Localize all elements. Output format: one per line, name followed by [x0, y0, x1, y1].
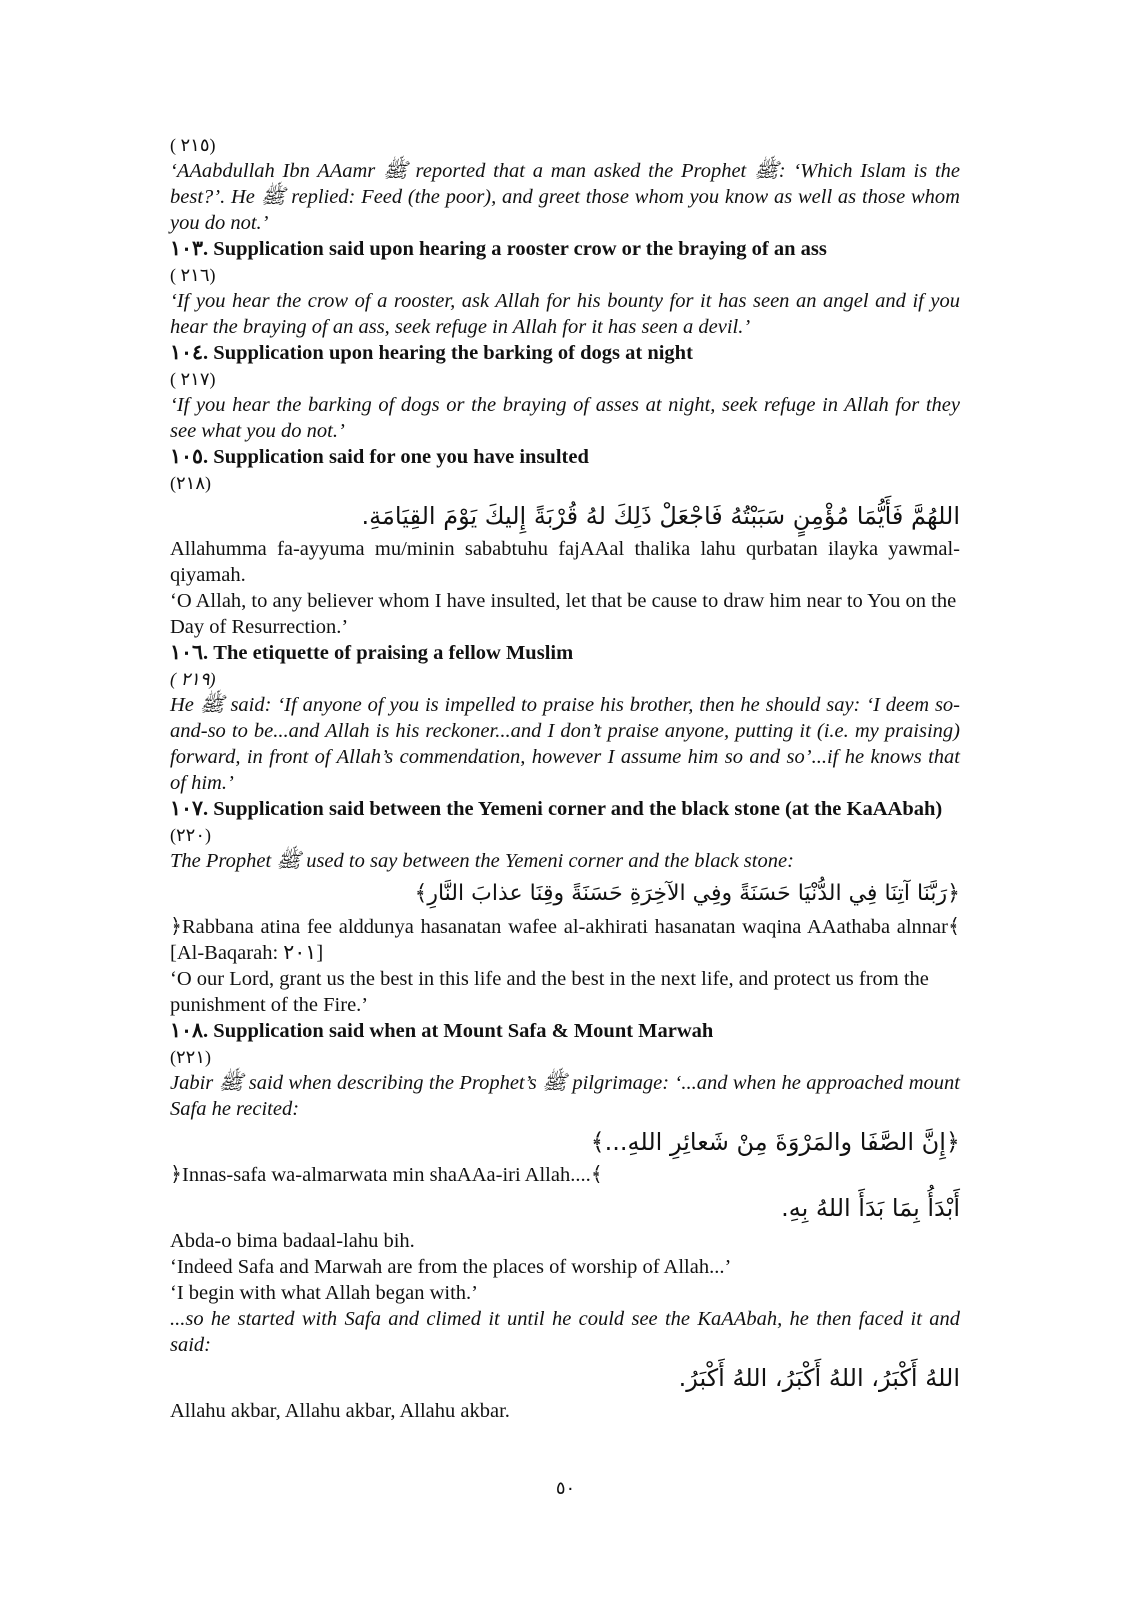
- transliteration-221a: ﴿Innas-safa wa-almarwata min shaAAa-iri Allah....﴾: [170, 1164, 603, 1186]
- transliteration-220: ﴿Rabbana atina fee alddunya hasanatan wafee al-akhirati hasanatan waqina AAathaba alnnar﴾ [Al-Baqarah: ٢٠١]: [170, 916, 960, 964]
- translation-218: ‘O Allah, to any believer whom I have insulted, let that be cause to draw him near to You on the Day of Resurrection.’: [170, 590, 957, 638]
- arabic-text-218: اللهُمَّ فَأَيُّمَا مُؤْمِنٍ سَبَبْتُهُ فَاجْعَلْ ذَلِكَ لهُ قُرْبَةً إِليكَ يَوْمَ القِيَامَةِ.: [361, 502, 960, 530]
- section-heading-103: ١٠٣. Supplication said upon hearing a rooster crow or the braying of an ass: [170, 238, 827, 260]
- section-heading-107: ١٠٧. Supplication said between the Yemeni corner and the black stone (at the KaAAbah): [170, 798, 943, 820]
- hadith-ref-217: ( ٢١٧): [170, 369, 216, 389]
- hadith-text-221: Jabir ﷺ said when describing the Prophet’s ﷺ pilgrimage: ‘...and when he approached mount Safa he recited:: [170, 1072, 960, 1120]
- hadith-text-221c: ...so he started with Safa and climed it until he could see the KaAAbah, he then faced it and said:: [170, 1308, 960, 1356]
- translation-221b: ‘I begin with what Allah began with.’: [170, 1282, 479, 1304]
- hadith-ref-220: (٢٢٠): [170, 825, 212, 845]
- section-heading-105: ١٠٥. Supplication said for one you have insulted: [170, 446, 589, 468]
- arabic-text-221b: أَبْدَأُ بِمَا بَدَأَ اللهُ بِهِ.: [781, 1194, 960, 1222]
- section-heading-106: ١٠٦. The etiquette of praising a fellow Muslim: [170, 642, 574, 664]
- hadith-text-215: ‘AAabdullah Ibn AAamr ﷺ reported that a man asked the Prophet ﷺ: ‘Which Islam is the best?’. He ﷺ replied: Feed (the poor), and greet those whom you know as well as those whom you do not.’: [170, 160, 961, 234]
- arabic-text-221c: اللهُ أَكْبَرُ، اللهُ أَكْبَرُ، اللهُ أَكْبَرُ.: [678, 1364, 960, 1392]
- arabic-text-220: ﴿رَبَّنَا آتِنَا فِي الدُّنْيَا حَسَنَةً وفِي الآخِرَةِ حَسَنَةً وقِنَا عذابَ النَّارِ﴾: [414, 881, 960, 906]
- document-page: [170, 132, 960, 1424]
- transliteration-221b: Abda-o bima badaal-lahu bih.: [170, 1230, 415, 1252]
- transliteration-221c: Allahu akbar, Allahu akbar, Allahu akbar.: [170, 1400, 510, 1422]
- page-number: ٥٠: [555, 1478, 576, 1499]
- arabic-text-221a: ﴿إِنَّ الصَّفَا والمَرْوَةَ مِنْ شَعائِرِ اللهِ...﴾: [590, 1128, 960, 1156]
- hadith-ref-216: ( ٢١٦): [170, 265, 216, 285]
- hadith-ref-215: ( ٢١٥): [170, 135, 216, 155]
- hadith-text-219: He ﷺ said: ‘If anyone of you is impelled to praise his brother, then he should say: ‘I deem so-and-so to be...and Allah is his reckoner...and I don’t praise anyone, putting it (i.e. my praising) forward, in front of Allah’s commendation, however I assume him so and so’...if he knows that of him.’: [170, 694, 960, 794]
- transliteration-218: Allahumma fa-ayyuma mu/minin sababtuhu fajAAal thalika lahu qurbatan ilayka yawmal-qiyamah.: [170, 538, 960, 586]
- hadith-text-217: ‘If you hear the barking of dogs or the braying of asses at night, seek refuge in Allah for they see what you do not.’: [170, 394, 960, 442]
- section-heading-104: ١٠٤. Supplication upon hearing the barking of dogs at night: [170, 342, 693, 364]
- hadith-text-220: The Prophet ﷺ used to say between the Yemeni corner and the black stone:: [170, 850, 794, 872]
- hadith-text-216: ‘If you hear the crow of a rooster, ask Allah for his bounty for it has seen an angel and if you hear the braying of an ass, seek refuge in Allah for it has seen a devil.’: [170, 290, 960, 338]
- translation-221a: ‘Indeed Safa and Marwah are from the places of worship of Allah...’: [170, 1256, 732, 1278]
- translation-220: ‘O our Lord, grant us the best in this life and the best in the next life, and protect us from the punishment of the Fire.’: [170, 968, 929, 1016]
- section-heading-108: ١٠٨. Supplication said when at Mount Safa & Mount Marwah: [170, 1020, 714, 1042]
- hadith-ref-218: (٢١٨): [170, 473, 212, 493]
- hadith-ref-219: ( ٢١٩): [170, 669, 216, 689]
- hadith-ref-221: (٢٢١): [170, 1047, 212, 1067]
